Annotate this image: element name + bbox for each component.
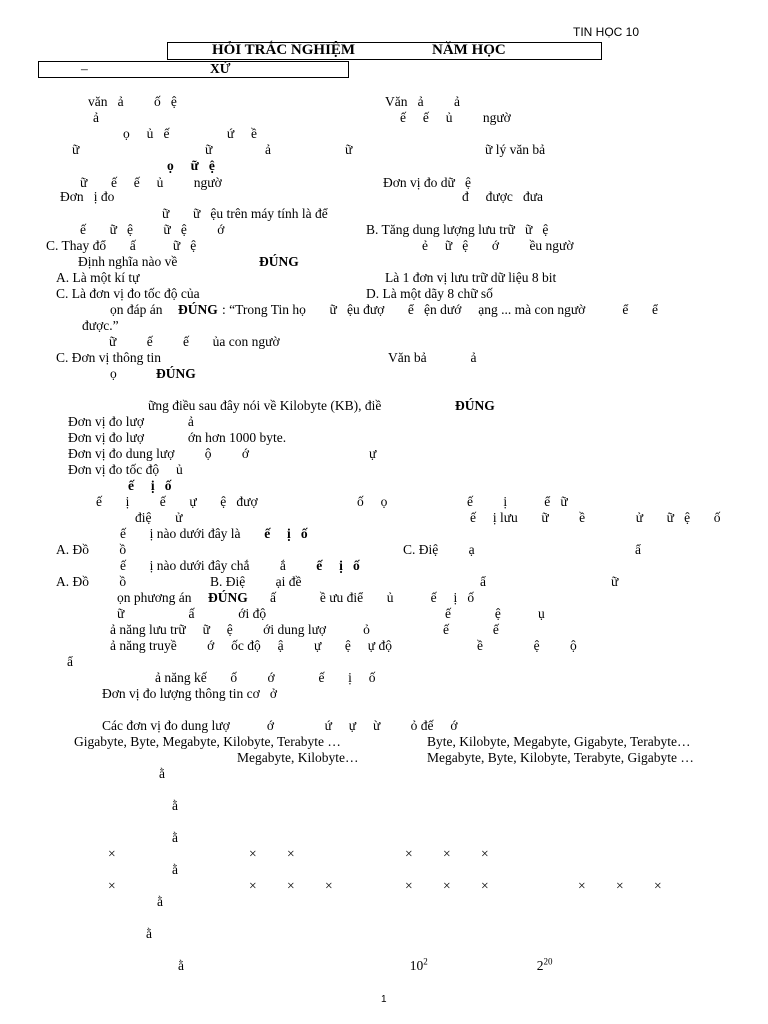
text-line: văn ả ố ệ (88, 94, 177, 109)
text-line (120, 558, 360, 574)
text-line: B. Tăng dung lượng lưu trữ ữ ệ (366, 222, 549, 237)
text-line: ẩ (480, 574, 486, 589)
text-line: × × × (578, 878, 662, 893)
text-line: × × (249, 846, 295, 861)
text-line: C. Thay đổ ấ ữ ệ (46, 238, 197, 253)
text-line: ế ệ ụ (445, 606, 545, 621)
text-line: ĐÚNG (259, 254, 299, 269)
text-line: ọn phương án (117, 590, 192, 605)
text-line: Megabyte, Kilobyte… (237, 750, 359, 765)
text-line: ằ (172, 862, 178, 877)
text-line: ằ (172, 798, 178, 813)
text-line: A. Đồ ồ (56, 542, 127, 557)
text-line: Đơn vị đo lượ ả (68, 414, 194, 429)
text-line: Đơn vị đo lượng thông tin cơ ở (102, 686, 277, 701)
text-line: : “Trong Tin họ ữ ệu đượ ể ện dướ ạng ... mà con ngườ ể ể (222, 302, 659, 317)
text-line: Định nghĩa nào về (78, 254, 178, 269)
title-right: NĂM HỌC (432, 42, 506, 58)
text-line: ữ (205, 142, 213, 157)
text-line: Byte, Kilobyte, Megabyte, Gigabyte, Terabyte… (427, 734, 691, 749)
text-line: được.” (82, 318, 119, 333)
text-line: × × × (405, 846, 489, 861)
text-line: B. Điệ ại đề (210, 574, 302, 589)
text-line: × × × (249, 878, 333, 893)
subtitle-word: XỬ (210, 61, 231, 76)
text-line: ẻ ữ ệ ớ ều ngườ (422, 238, 574, 253)
text-line: ọ (110, 366, 117, 381)
power-ten-squared (403, 942, 428, 974)
text-line: ĐÚNG (178, 302, 218, 317)
text-line: Gigabyte, Byte, Megabyte, Kilobyte, Terabyte … (74, 734, 341, 749)
text-line: ĐÚNG (455, 398, 495, 413)
text-line: ế ị ế ự ệ đượ (96, 494, 258, 509)
text-line: ẩ (635, 542, 641, 557)
text-line: ả (265, 142, 271, 157)
text-line: D. Là một dãy 8 chữ số (366, 286, 493, 301)
text-run: ế ị nào dưới đây chắ ắ (120, 558, 286, 573)
text-line: ả năng kế ố ớ ế ị ố (155, 670, 376, 685)
text-line: ữ ế ế ủa con ngườ (109, 334, 280, 349)
text-line: ề ệ ộ (477, 638, 577, 653)
power-2-exp: 20 (543, 956, 553, 967)
text-line: × (108, 878, 116, 893)
text-line: Đơn vị đo dữ ệ (383, 175, 471, 190)
title-left: HỎI TRẮC NGHIỆM (212, 42, 356, 58)
text-line: Đơn vị đo dung lượ ộ ớ (68, 446, 249, 461)
text-line: Đơn vị đo lượ ớn hơn 1000 byte. (68, 430, 287, 445)
text-line: ữ ế ế ủ ngườ (80, 175, 222, 190)
text-line: ữ (72, 142, 80, 157)
text-line: ữ (345, 142, 353, 157)
text-line: Đơn ị đo (60, 189, 115, 204)
text-line: ế ị ể ữ (467, 494, 568, 509)
text-run-bold: ế ị ố (240, 526, 308, 541)
header-label: TIN HỌC 10 (573, 25, 640, 39)
power-1-base: 10 (409, 958, 424, 973)
text-line: ĐÚNG (156, 366, 196, 381)
text-line: ố ọ (357, 494, 388, 509)
text-line: Các đơn vị đo dung lượ ớ ứ ự ừ ỏ đế ớ (102, 718, 458, 733)
text-line: C. Đơn vị thông tin (56, 350, 162, 365)
text-line: C. Điệ ạ (403, 542, 475, 557)
text-line: ả (93, 110, 99, 125)
text-line: đ được đưa (462, 189, 544, 204)
text-line: ẩ (67, 654, 73, 669)
text-line: × × × (405, 878, 489, 893)
text-line: ả năng lưu trữ ữ ệ ới dung lượ ỏ (110, 622, 370, 637)
text-line: Là 1 đơn vị lưu trữ dữ liệu 8 bit (385, 270, 557, 285)
power-2-base: 2 (536, 958, 544, 973)
text-line: ấ ề ưu điể ủ ế ị ố (270, 590, 475, 605)
text-line: ằ (159, 766, 165, 781)
text-line: ế ị lưu ữ ề ử ữ ệ ố (470, 510, 721, 525)
text-line: ằ (172, 830, 178, 845)
text-line: ọ ữ ệ (167, 158, 215, 173)
text-line: ọn đáp án (110, 302, 163, 317)
text-line: ả năng truyề ớ ốc độ ậ ự ệ ự độ (110, 638, 392, 653)
text-run: ế ị nào dưới đây là (120, 526, 241, 541)
text-line: Văn bả ả (388, 350, 477, 365)
text-run-bold: ế ị ố (285, 558, 360, 573)
text-line (120, 526, 308, 542)
text-line: ữ lý văn bả (485, 142, 546, 157)
power-1-exp: 2 (423, 956, 428, 967)
power-two-twenty (530, 942, 553, 974)
text-line: ế ế ủ ngườ (400, 110, 511, 125)
text-line: ữ ữ ệu trên máy tính là để (162, 206, 328, 221)
text-line: ữ (611, 574, 619, 589)
subtitle-dash: – (81, 61, 88, 76)
text-line: ự (369, 446, 377, 461)
text-line: Megabyte, Byte, Kilobyte, Terabyte, Gigabyte … (427, 750, 694, 765)
page-number: 1 (381, 994, 387, 1005)
text-line: ững điều sau đây nói về Kilobyte (KB), điề (148, 398, 382, 413)
text-line: Đơn vị đo tốc độ ủ (68, 462, 183, 477)
text-line: ọ ủ ế ứ ề (123, 126, 258, 141)
text-line: Văn ả ả (385, 94, 460, 109)
text-line: ế ị ố (128, 478, 172, 493)
text-line: ữ ấ ới độ (117, 606, 267, 621)
text-line: ằ (157, 894, 163, 909)
text-line: A. Đồ ồ (56, 574, 127, 589)
text-line: ế ữ ệ ữ ệ ớ (80, 222, 225, 237)
text-line: ĐÚNG (208, 590, 248, 605)
text-line: C. Là đơn vị đo tốc độ của (56, 286, 200, 301)
text-line: ằ (178, 958, 184, 973)
text-line: ế ế (443, 622, 499, 637)
text-line: × (108, 846, 116, 861)
text-line: A. Là một kí tự (56, 270, 140, 285)
text-line: ằ (146, 926, 152, 941)
text-line: điệ ử (135, 510, 183, 525)
